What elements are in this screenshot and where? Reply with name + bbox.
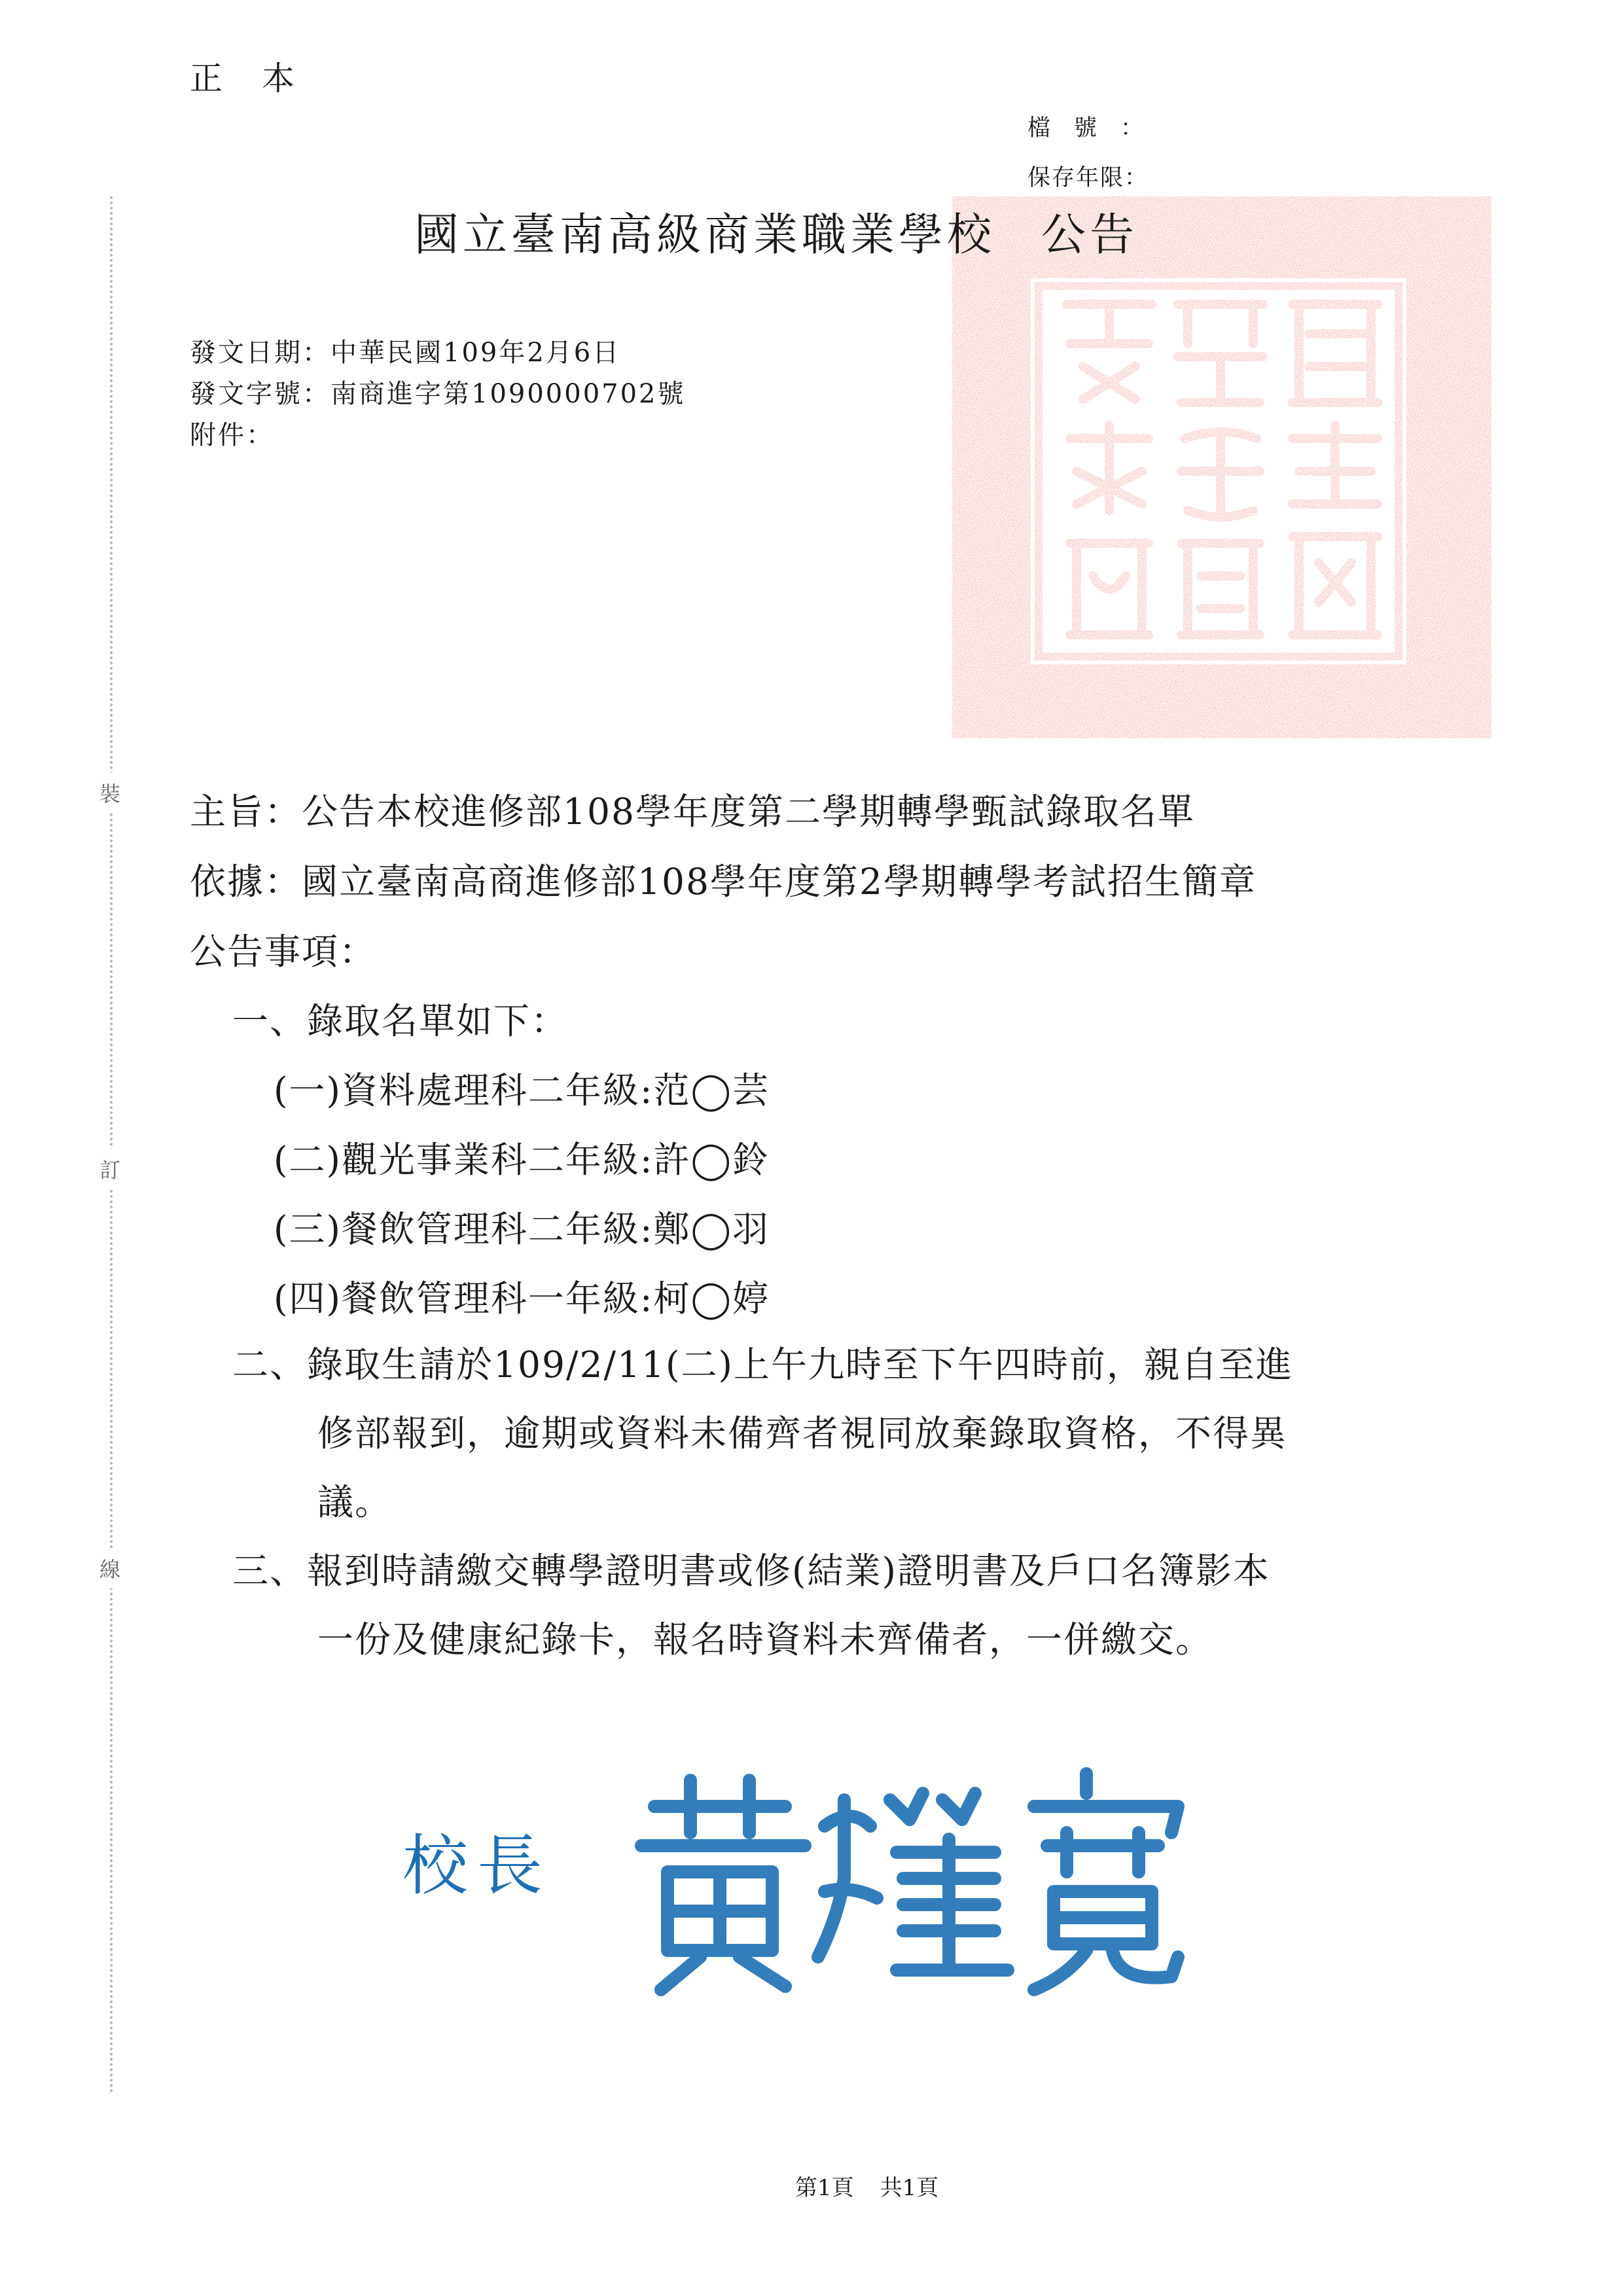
page-total: 共1頁 (880, 2175, 939, 2201)
admitted-number: (四) (274, 1278, 342, 1319)
admitted-name: 許◯鈴 (653, 1139, 770, 1181)
admitted-department: 餐飲管理科二年級 (341, 1208, 640, 1250)
admitted-department: 資料處理科二年級 (341, 1069, 640, 1111)
document-number-row (190, 373, 686, 410)
subject-line (190, 783, 1195, 834)
admitted-number: (三) (274, 1208, 342, 1250)
admitted-list-item: (二)觀光事業科二年級:許◯鈴 (274, 1139, 770, 1181)
item-three-line: 一份及健康紀錄卡，報名時資料未齊備者，一併繳交。 (317, 1619, 1213, 1660)
admitted-department: 餐飲管理科一年級 (341, 1278, 640, 1319)
file-number-field (1027, 110, 1145, 143)
title-document-type: 公告 (1041, 209, 1139, 261)
title-school-name: 國立臺南高級商業職業學校 (414, 209, 996, 261)
admitted-number: (一) (274, 1069, 342, 1111)
binding-mark-ding: 訂 (99, 1149, 120, 1189)
issue-date-value: 中華民國109年2月6日 (330, 338, 621, 368)
binding-mark-xian: 線 (99, 1548, 120, 1588)
page-number (795, 2170, 938, 2202)
principal-title-stamp: 校長 (402, 1827, 552, 1904)
retention-period-label: 保存年限： (1027, 165, 1149, 191)
notices-heading: 公告事項： (190, 931, 377, 973)
admitted-name: 柯◯婷 (653, 1278, 770, 1319)
document-title (414, 200, 1138, 263)
item-one-heading: 一、錄取名單如下： (232, 1000, 569, 1042)
binding-mark-zhuang: 裝 (99, 772, 120, 813)
file-number-label: 檔號 (1027, 115, 1121, 141)
item-two-line: 二、錄取生請於109/2/11(二)上午九時至下午四時前，親自至進 (232, 1344, 1293, 1386)
attachment-label: 附件： (190, 420, 274, 450)
admitted-name: 范◯芸 (653, 1069, 770, 1111)
official-seal (952, 196, 1491, 738)
file-number-colon: ： (1120, 115, 1145, 141)
document-number-label: 發文字號： (190, 379, 330, 409)
binding-dotted-line (110, 196, 113, 2094)
subject-label: 主旨： (190, 791, 302, 833)
admitted-department: 觀光事業科二年級 (341, 1139, 640, 1181)
admitted-list-item: (四)餐飲管理科一年級:柯◯婷 (274, 1278, 770, 1319)
basis-text: 國立臺南高商進修部108學年度第2學期轉學考試招生簡章 (302, 861, 1257, 903)
admitted-list-item: (三)餐飲管理科二年級:鄭◯羽 (274, 1208, 770, 1250)
document-number-value: 南商進字第1090000702號 (330, 379, 686, 409)
item-two-line: 議。 (317, 1481, 393, 1523)
admitted-list-item: (一)資料處理科二年級:范◯芸 (274, 1069, 770, 1111)
issue-date-label: 發文日期： (190, 338, 330, 368)
basis-line (190, 853, 1257, 905)
admitted-name: 鄭◯羽 (653, 1208, 770, 1250)
issue-date-row (190, 332, 620, 369)
copy-mark: 正本 (190, 60, 334, 98)
attachment-row (190, 414, 274, 452)
item-three-line: 三、報到時請繳交轉學證明書或修(結業)證明書及戶口名簿影本 (232, 1550, 1270, 1592)
subject-text: 公告本校進修部108學年度第二學期轉學甄試錄取名單 (302, 791, 1195, 833)
principal-signature (628, 1761, 1204, 1996)
item-two-line: 修部報到，逾期或資料未備齊者視同放棄錄取資格，不得異 (317, 1412, 1288, 1454)
admitted-number: (二) (274, 1139, 342, 1181)
page-current: 第1頁 (795, 2175, 854, 2201)
basis-label: 依據： (190, 861, 302, 903)
